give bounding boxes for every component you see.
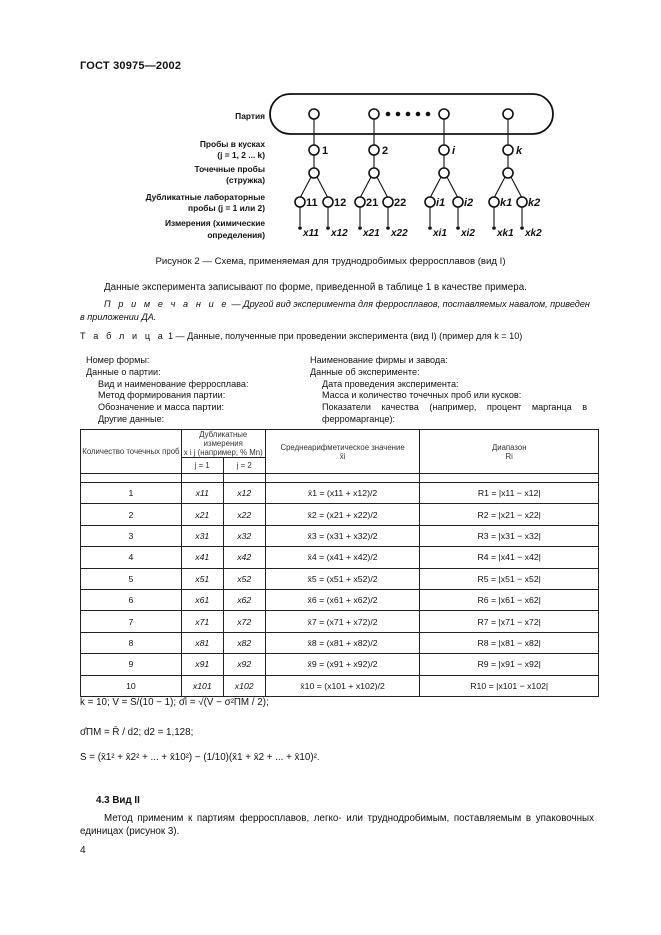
alloy-type: Вид и наименование ферросплава: — [98, 378, 249, 389]
cell-range: R6 = |x61 − x62| — [420, 589, 599, 610]
tree-line — [360, 177, 371, 198]
piece-label: 2 — [382, 145, 389, 157]
measurement-dot — [358, 226, 362, 230]
cell-range: R2 = |x21 − x22| — [420, 504, 599, 525]
cell-range: R8 = |x81 − x82| — [420, 632, 599, 653]
header-mean-sym: x̄i — [339, 451, 346, 461]
dup-circle — [453, 197, 463, 207]
cell-x1: x101 — [181, 675, 223, 696]
measurement-dot — [326, 226, 330, 230]
cell-range: R7 = |x71 − x72| — [420, 611, 599, 632]
measurement-label: xi1 — [433, 228, 447, 239]
table-row — [81, 483, 599, 504]
table-row — [81, 654, 599, 675]
note-text: — Другой вид эксперимента для ферросплавов, поставляемых навалом, приведен в приложении ДА. — [80, 299, 590, 322]
header-range-sym: Ri — [505, 451, 513, 461]
measurement-label: x22 — [391, 228, 408, 239]
measurement-label: xk2 — [525, 228, 542, 239]
formula-2: σ̂ПМ = R̄ / d2; d2 = 1,128; — [80, 727, 194, 738]
cell-n: 8 — [81, 632, 182, 653]
cell-x1: x21 — [181, 504, 223, 525]
cell-mean: x̄1 = (x11 + x12)/2 — [265, 483, 420, 504]
dup-label: k2 — [528, 197, 541, 209]
cell-x2: x52 — [223, 568, 265, 589]
label-dup-1: Дубликатные лабораторные — [145, 192, 265, 202]
dup-label: i1 — [436, 197, 446, 209]
dup-circle — [517, 197, 527, 207]
cell-x1: x31 — [181, 525, 223, 546]
header-dup — [181, 430, 265, 458]
party-circle — [369, 109, 379, 119]
ellipsis-dot — [426, 112, 431, 117]
cell-x2: x32 — [223, 525, 265, 546]
dup-circle — [383, 197, 393, 207]
table-row — [81, 632, 599, 653]
table-body — [81, 474, 599, 697]
cell-x2: x22 — [223, 504, 265, 525]
sample-tree — [295, 119, 542, 239]
cell-n: 2 — [81, 504, 182, 525]
header-range — [420, 430, 599, 474]
cell-x2: x62 — [223, 589, 265, 610]
party-circles — [309, 109, 513, 119]
header-mean-text: Среднеарифметическое значение — [280, 442, 405, 452]
header-j1: j = 1 — [181, 458, 223, 474]
experiment-data: Данные об эксперименте: — [310, 366, 420, 377]
cell-x1: x71 — [181, 611, 223, 632]
cell-range: R1 = |x11 − x12| — [420, 483, 599, 504]
cell-mean: x̄10 = (x101 + x102)/2 — [265, 675, 420, 696]
formula-3: S = (x̄1² + x̄2² + ... + x̄10²) − (1/10)(x̄1 + x̄2 + ... + x̄10)². — [80, 752, 320, 763]
tree-line — [430, 177, 441, 198]
cell-mean: x̄4 = (x41 + x42)/2 — [265, 547, 420, 568]
piece-label: i — [452, 145, 456, 157]
formula-1: k = 10; V = S/(10 − 1); σ̂i = √(V − σ²ПМ / 2); — [80, 697, 269, 708]
quality-2: ферромарганце): — [322, 413, 395, 424]
paragraph-1: Данные эксперимента записывают по форме, приведенной в таблице 1 в качестве примера. — [104, 282, 527, 293]
dup-circle — [295, 197, 305, 207]
cell-n: 3 — [81, 525, 182, 546]
ellipsis-dot — [416, 112, 421, 117]
tree-line — [377, 177, 388, 198]
cell-n: 6 — [81, 589, 182, 610]
dup-label: k1 — [500, 197, 513, 209]
dup-label: 11 — [306, 197, 318, 209]
figure-caption: Рисунок 2 — Схема, применяемая для труднодробимых ферросплавов (вид I) — [155, 256, 506, 267]
cell-range: R5 = |x51 − x52| — [420, 568, 599, 589]
data-table — [80, 429, 599, 697]
dup-label: i2 — [464, 197, 474, 209]
cell-x2: x92 — [223, 654, 265, 675]
piece-circle — [503, 145, 513, 155]
quality-1: Показатели качества (например, процент марганца в — [322, 402, 588, 413]
cell-x1: x81 — [181, 632, 223, 653]
measurement-label: x21 — [363, 228, 380, 239]
measurement-label: xk1 — [497, 228, 514, 239]
party-data: Данные о партии: — [86, 366, 161, 377]
cell-n: 1 — [81, 483, 182, 504]
piece-circle — [369, 145, 379, 155]
table-row — [81, 611, 599, 632]
cell-range: R10 = |x101 − x102| — [420, 675, 599, 696]
cell-x2: x12 — [223, 483, 265, 504]
label-samples-2: (j = 1, 2 ... k) — [217, 150, 265, 160]
piece-circle — [439, 145, 449, 155]
measurement-dot — [492, 226, 496, 230]
form-number: Номер формы: — [86, 355, 150, 365]
measurement-dot — [386, 226, 390, 230]
measurement-dot — [298, 226, 302, 230]
table-caption — [80, 331, 600, 341]
cell-x1: x11 — [181, 483, 223, 504]
point-circle — [503, 168, 513, 178]
cell-x2: x82 — [223, 632, 265, 653]
experiment-date: Дата проведения эксперимента: — [322, 378, 459, 389]
document-header: ГОСТ 30975—2002 — [80, 60, 182, 72]
measurement-label: x11 — [303, 228, 319, 239]
cell-mean: x̄5 = (x51 + x52)/2 — [265, 568, 420, 589]
tree-line — [494, 177, 505, 198]
cell-range: R3 = |x31 − x32| — [420, 525, 599, 546]
table-row — [81, 525, 599, 546]
cell-x2: x42 — [223, 547, 265, 568]
ellipsis-dot — [396, 112, 401, 117]
party-circle — [309, 109, 319, 119]
label-dup-2: пробы (j = 1 или 2) — [188, 203, 265, 213]
dup-label: 21 — [366, 197, 379, 209]
dup-label: 12 — [334, 197, 347, 209]
party-circle — [439, 109, 449, 119]
cell-x2: x72 — [223, 611, 265, 632]
party-circle — [503, 109, 513, 119]
table-row — [81, 504, 599, 525]
cell-x1: x41 — [181, 547, 223, 568]
page-number: 4 — [80, 845, 86, 856]
cell-range: R9 = |x91 − x92| — [420, 654, 599, 675]
ellipsis-dot — [386, 112, 391, 117]
paragraph-2: Метод применим к партиям ферросплавов, легко- или труднодробимым, поставляемым в упаковочных единицах (рисунок 3). — [80, 813, 594, 837]
measurement-label: x12 — [331, 228, 348, 239]
ellipsis-dot — [406, 112, 411, 117]
tree-line — [317, 177, 328, 198]
point-circle — [439, 168, 449, 178]
cell-n: 10 — [81, 675, 182, 696]
form-info-right — [310, 355, 602, 426]
header-dup-line1: Дубликатные измерения — [199, 430, 248, 448]
table-caption-text: 1 — Данные, полученные при проведении эксперимента (вид I) (пример для k = 10) — [165, 331, 523, 341]
piece-label: 1 — [322, 145, 329, 157]
firm-name: Наименование фирмы и завода: — [310, 355, 448, 365]
measurement-dot — [456, 226, 460, 230]
section-heading: 4.3 Вид II — [96, 795, 140, 806]
piece-circle — [309, 145, 319, 155]
party-method: Метод формирования партии: — [98, 390, 226, 401]
tree-line — [300, 177, 311, 198]
label-meas-1: Измерения (химические — [164, 218, 265, 228]
cell-n: 5 — [81, 568, 182, 589]
label-party: Партия — [235, 111, 265, 121]
label-samples-1: Пробы в кусках — [199, 139, 265, 149]
party-mass: Обозначение и масса партии: — [98, 402, 225, 413]
measurement-dot — [428, 226, 432, 230]
cell-mean: x̄6 = (x61 + x62)/2 — [265, 589, 420, 610]
label-point-1: Точечные пробы — [194, 164, 265, 174]
table-spacer-row — [81, 474, 599, 483]
label-point-2: (стружка) — [226, 175, 265, 185]
cell-x2: x102 — [223, 675, 265, 696]
header-range-text: Диапазон — [491, 442, 527, 452]
point-circle — [309, 168, 319, 178]
cell-x1: x51 — [181, 568, 223, 589]
point-circle — [369, 168, 379, 178]
cell-mean: x̄9 = (x91 + x92)/2 — [265, 654, 420, 675]
dup-circle — [489, 197, 499, 207]
dup-label: 22 — [394, 197, 407, 209]
tree-line — [511, 177, 522, 198]
scheme-labels — [146, 111, 266, 240]
header-j2: j = 2 — [223, 458, 265, 474]
label-meas-2: определения) — [207, 230, 265, 240]
dup-circle — [355, 197, 365, 207]
table-row — [81, 547, 599, 568]
cell-n: 7 — [81, 611, 182, 632]
table-row — [81, 675, 599, 696]
cell-n: 4 — [81, 547, 182, 568]
form-info-left — [86, 355, 306, 426]
cell-mean: x̄3 = (x31 + x32)/2 — [265, 525, 420, 546]
cell-mean: x̄2 = (x21 + x22)/2 — [265, 504, 420, 525]
header-count: Количество точечных проб — [81, 430, 182, 474]
dup-circle — [425, 197, 435, 207]
note — [80, 298, 592, 323]
table-row — [81, 568, 599, 589]
measurement-label: xi2 — [461, 228, 475, 239]
dup-circle — [323, 197, 333, 207]
cell-x1: x61 — [181, 589, 223, 610]
cell-range: R4 = |x41 − x42| — [420, 547, 599, 568]
sample-mass: Масса и количество точечных проб или кусков: — [322, 390, 522, 401]
tree-line — [447, 177, 458, 198]
cell-x1: x91 — [181, 654, 223, 675]
figure-2-scheme — [0, 88, 661, 248]
measurement-dot — [520, 226, 524, 230]
cell-mean: x̄8 = (x81 + x82)/2 — [265, 632, 420, 653]
header-dup-line2: x i j (например, % Mn) — [183, 448, 263, 457]
table-caption-label: Т а б л и ц а — [80, 331, 166, 341]
other-data: Другие данные: — [98, 413, 165, 424]
note-label: П р и м е ч а н и е — [104, 299, 230, 309]
table-row — [81, 589, 599, 610]
piece-label: k — [516, 145, 523, 157]
header-mean — [265, 430, 420, 474]
cell-n: 9 — [81, 654, 182, 675]
cell-mean: x̄7 = (x71 + x72)/2 — [265, 611, 420, 632]
